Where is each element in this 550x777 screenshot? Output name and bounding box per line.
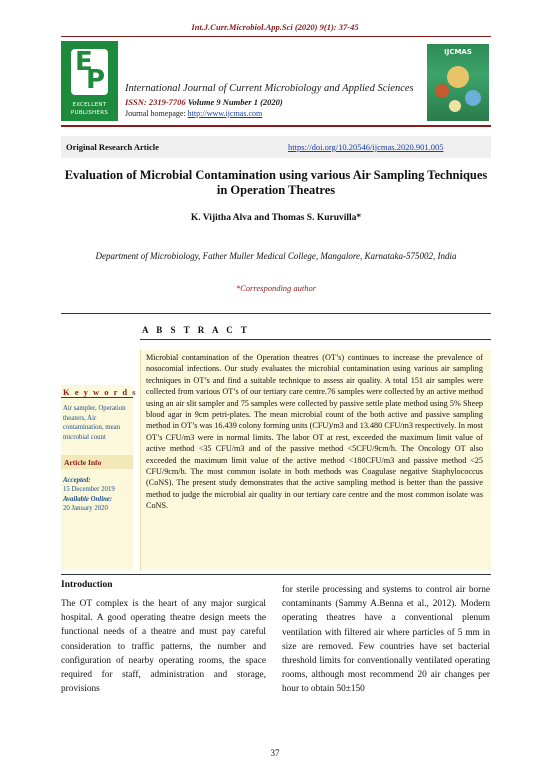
homepage-label: Journal homepage: [125, 109, 188, 118]
accepted-label: Accepted: [63, 477, 91, 484]
journal-cover-image [427, 44, 489, 121]
available-label: Available Online: [63, 495, 113, 503]
issn-volume [125, 97, 283, 107]
article-info-heading: Article Info [64, 458, 102, 467]
header-rule-top [61, 36, 491, 37]
body-left-column: The OT complex is the heart of any major surgical hospital. A good operating theatre design meets the functional needs of a theatre and must pay careful consideration to traffic patterns, the number and configuration of nearby operating rooms, the space required for staff, administration and storage, provisions [61, 599, 266, 695]
ep-logo-mark-icon: E P [71, 49, 108, 95]
keywords-rule [61, 397, 133, 398]
keywords-heading: K e y w o r d s [63, 387, 138, 397]
cover-graphic-dot-2 [465, 90, 481, 106]
abstract-top-rule [61, 313, 491, 314]
journal-citation: Int.J.Curr.Microbiol.App.Sci (2020) 9(1): 37-45 [191, 22, 359, 32]
homepage-link[interactable]: http://www.ijcmas.com [187, 109, 263, 118]
header-rule-bottom [61, 125, 491, 127]
accepted-date: 15 December 2019 [63, 486, 115, 494]
cover-title: IJCMAS [444, 48, 472, 56]
available-date: 20 January 2020 [63, 504, 108, 512]
article-history [63, 476, 135, 513]
volume: Volume 9 Number 1 (2020) [185, 97, 283, 107]
abstract-heading: A B S T R A C T [142, 325, 250, 335]
abstract-heading-rule [140, 339, 491, 340]
abstract-text: Microbial contamination of the Operation theatres (OT’s) continues to increase the prevalence of nosocomial infections. Our study evaluates the microbial contamination using various air sampling techniques in OT’s and find a suitable technique to assess air quality. A total 151 air samples were collected from various OT’s of our tertiary care centre.76 samples were collected by an active method using an air slit sampler and 75 samples were collected by passive settle plate method using 5% Sheep blood agar in 9cm petri-plates. The mean microbial count of the both active and passive sampling method in OT’s was 16.439 colony forming units (CFU)/m3 and 13.480 CFU/m3 respectively. In most OT’s CFU/m3 were in normal limits. The labor OT at rest, exceeded the maximum limit value of active method <35 CFU/m3 and of the passive method <5CFU/9cm/h. The Oncology OT also exceeded the maximum limit value of the active method <180CFU/m3 and passive method <25 CFU/9cm/h. The most common isolate in both methods was Coagulase negative Staphylococcus (CoNS). The present study demonstrates that the active sampling method is better than the passive method to judge the microbial air quality in our tertiary care centre and the most common isolate was CoNS. [146, 353, 483, 511]
cover-graphic-icon [447, 66, 469, 88]
article-title: Evaluation of Microbial Contamination using various Air Sampling Techniques in Operation Theatres [64, 168, 488, 197]
publisher-name-line2: PUBLISHERS [70, 110, 109, 116]
cover-graphic-dot-3 [449, 100, 461, 112]
journal-name: International Journal of Current Microbiology and Applied Sciences [125, 83, 414, 94]
affiliation: Department of Microbiology, Father Muller Medical College, Mangalore, Karnataka-575002, India [95, 251, 457, 261]
keywords-list: Air sampler, Operation theaters, Air contamination, mean microbial count [63, 405, 126, 441]
introduction-heading: Introduction [61, 580, 113, 590]
corresponding-author: *Corresponding author [235, 283, 317, 293]
publisher-logo [61, 41, 118, 121]
authors: K. Vijitha Alva and Thomas S. Kuruvilla* [190, 213, 362, 223]
body-right-column: for sterile processing and systems to control air borne contaminants (Sammy A.Benna et al., 2012). Modern operating theatres have a conventional plenum ventilation with filtered air where particles of 5 mm in size are removed. Few countries have set bacterial threshold limits for conventionally ventilated operating rooms, although most recommend 20 air changes per hour to obtain 50±150 [282, 585, 490, 695]
publisher-name-line1: EXCELLENT [72, 102, 107, 108]
issn: ISSN: 2319-7706 [125, 97, 186, 107]
journal-homepage [125, 109, 262, 118]
article-type: Original Research Article [66, 142, 159, 152]
page-number: 37 [270, 748, 280, 758]
abstract-bottom-rule [61, 574, 491, 575]
doi-link[interactable]: https://doi.org/10.20546/ijcmas.2020.901.005 [288, 142, 444, 152]
cover-graphic-dot-1 [435, 84, 449, 98]
